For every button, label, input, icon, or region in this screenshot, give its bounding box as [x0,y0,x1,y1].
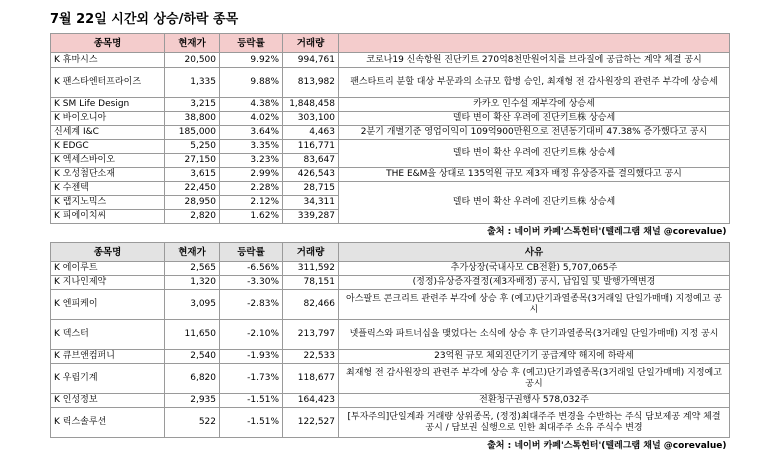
stock-reason: 넷플릭스와 파트너십을 맺었다는 소식에 상승 후 단기과열종목(3거래일 단일가매매) 지정 공시 [339,320,730,350]
table-header-row [51,34,730,53]
stock-name: K 덱스터 [51,320,165,350]
stock-change: -2.83% [220,290,283,320]
page-title: 7월 22일 시간외 상승/하락 종목 [50,12,239,27]
table-row [51,408,730,438]
table-row [51,262,730,276]
stock-name: K 인성정보 [51,394,165,408]
stock-change: -3.30% [220,276,283,290]
table-row [51,126,730,140]
col-header-reason: 사유 [339,243,730,262]
stock-reason: 23억원 규모 체외진단기기 공급계약 해지에 하락세 [339,350,730,364]
stock-name: K 에이루트 [51,262,165,276]
stock-change: 9.88% [220,68,283,98]
stock-name: K 큐브앤컴퍼니 [51,350,165,364]
col-header-change: 등락률 [220,34,283,53]
col-header-change: 등락률 [220,243,283,262]
stock-volume: 83,647 [283,154,339,168]
table-row [51,394,730,408]
stock-volume: 1,848,458 [283,98,339,112]
stock-name: K 엔피케이 [51,290,165,320]
stock-change: -1.51% [220,394,283,408]
stock-reason: 코로나19 신속항원 진단키트 270억8천만원어치를 브라질에 공급하는 계약 체결 공시 [339,53,730,68]
source-note: 출처 : 네이버 카페'스톡헌터'(텔레그램 채널 @corevalue) [487,226,727,237]
stock-name: K 우림기계 [51,364,165,394]
stock-volume: 4,463 [283,126,339,140]
stock-price: 2,540 [165,350,220,364]
table-row [51,364,730,394]
stock-price: 3,615 [165,168,220,182]
source-row [51,438,730,454]
table-row [51,168,730,182]
stock-reason: [투자주의]단일계좌 거래량 상위종목, (정정)최대주주 변경을 수반하는 주식 담보제공 계약 체결 공시 / 담보권 실행으로 인한 최대주주 소유 주식수 변경 [339,408,730,438]
stock-volume: 213,797 [283,320,339,350]
stock-name: K 랩지노믹스 [51,196,165,210]
col-header-reason [339,34,730,53]
stock-change: -1.93% [220,350,283,364]
stock-name: K SM Life Design [51,98,165,112]
stock-volume: 78,151 [283,276,339,290]
stock-price: 5,250 [165,140,220,154]
stock-name: K 수젠텍 [51,182,165,196]
stock-name: K 지나인제약 [51,276,165,290]
col-header-price: 현재가 [165,34,220,53]
stock-reason: 2분기 개별기준 영업이익이 109억900만원으로 전년동기대비 47.38% 증가했다고 공시 [339,126,730,140]
col-header-volume: 거래량 [283,243,339,262]
stock-volume: 813,982 [283,68,339,98]
table-header-row [51,243,730,262]
stock-volume: 122,527 [283,408,339,438]
source-note: 출처 : 네이버 카페'스톡헌터'(텔레그램 채널 @corevalue) [487,440,727,451]
col-header-volume: 거래량 [283,34,339,53]
stock-change: 9.92% [220,53,283,68]
table-row [51,98,730,112]
stock-name: 신세계 I&C [51,126,165,140]
table-row [51,53,730,68]
table-row [51,350,730,364]
stock-change: 3.23% [220,154,283,168]
stock-name: K 팬스타엔터프라이즈 [51,68,165,98]
stock-price: 2,565 [165,262,220,276]
table-row [51,320,730,350]
stock-change: 2.28% [220,182,283,196]
col-header-name: 종목명 [51,243,165,262]
stock-name: K 피에이치씨 [51,210,165,224]
down-stocks-table [50,242,730,453]
stock-reason: 전환청구권행사 578,032주 [339,394,730,408]
stock-name: K 바이오니아 [51,112,165,126]
table-row [51,68,730,98]
stock-price: 38,800 [165,112,220,126]
stock-name: K 엑세스바이오 [51,154,165,168]
stock-change: 4.02% [220,112,283,126]
stock-price: 2,935 [165,394,220,408]
stock-price: 185,000 [165,126,220,140]
stock-price: 22,450 [165,182,220,196]
stock-reason: 델타 변이 확산 우려에 진단키트株 상승세 [339,112,730,126]
stock-price: 1,320 [165,276,220,290]
stock-name: K 릭스솔루션 [51,408,165,438]
stock-price: 1,335 [165,68,220,98]
stock-reason: THE E&M을 상대로 135억원 규모 제3자 배정 유상증자를 결의했다고 공시 [339,168,730,182]
stock-price: 20,500 [165,53,220,68]
stock-change: -2.10% [220,320,283,350]
stock-name: K 오성첨단소재 [51,168,165,182]
stock-change: 4.38% [220,98,283,112]
table-row [51,182,730,196]
stock-reason: 최재형 전 감사원장의 관련주 부각에 상승 후 (예고)단기과열종목(3거래일 단일가매매) 지정예고 공시 [339,364,730,394]
table-row [51,112,730,126]
stock-price: 3,095 [165,290,220,320]
stock-reason: 델타 변이 확산 우려에 진단키트株 상승세 [339,182,730,224]
stock-volume: 426,543 [283,168,339,182]
stock-price: 11,650 [165,320,220,350]
stock-volume: 82,466 [283,290,339,320]
stock-reason: 델타 변이 확산 우려에 진단키트株 상승세 [339,140,730,168]
stock-volume: 28,715 [283,182,339,196]
stock-name: K EDGC [51,140,165,154]
stock-name: K 휴마시스 [51,53,165,68]
stock-change: 3.64% [220,126,283,140]
stock-price: 3,215 [165,98,220,112]
stock-change: 2.12% [220,196,283,210]
col-header-price: 현재가 [165,243,220,262]
stock-change: -1.51% [220,408,283,438]
stock-volume: 22,533 [283,350,339,364]
stock-volume: 164,423 [283,394,339,408]
stock-price: 28,950 [165,196,220,210]
table-row [51,140,730,154]
stock-price: 6,820 [165,364,220,394]
stock-change: -6.56% [220,262,283,276]
stock-change: 3.35% [220,140,283,154]
stock-change: -1.73% [220,364,283,394]
stock-change: 1.62% [220,210,283,224]
up-stocks-table [50,33,730,239]
table-row [51,276,730,290]
stock-reason: 카카오 인수설 재부각에 상승세 [339,98,730,112]
stock-volume: 118,677 [283,364,339,394]
table-row [51,290,730,320]
stock-volume: 303,100 [283,112,339,126]
stock-reason: 추가상장(국내사모 CB전환) 5,707,065주 [339,262,730,276]
stock-reason: 팬스타트리 분할 대상 부문과의 소규모 합병 승인, 최재형 전 감사원장의 관련주 부각에 상승세 [339,68,730,98]
stock-volume: 311,592 [283,262,339,276]
stock-price: 522 [165,408,220,438]
stock-volume: 339,287 [283,210,339,224]
stock-volume: 34,311 [283,196,339,210]
stock-price: 2,820 [165,210,220,224]
source-row [51,224,730,240]
stock-volume: 994,761 [283,53,339,68]
stock-reason: (정정)유상증자결정(제3자배정) 공시, 납입일 및 발행가액변경 [339,276,730,290]
stock-price: 27,150 [165,154,220,168]
stock-reason: 아스팔트 콘크리트 관련주 부각에 상승 후 (예고)단기과열종목(3거래일 단일가매매) 지정예고 공시 [339,290,730,320]
col-header-name: 종목명 [51,34,165,53]
stock-change: 2.99% [220,168,283,182]
stock-volume: 116,771 [283,140,339,154]
